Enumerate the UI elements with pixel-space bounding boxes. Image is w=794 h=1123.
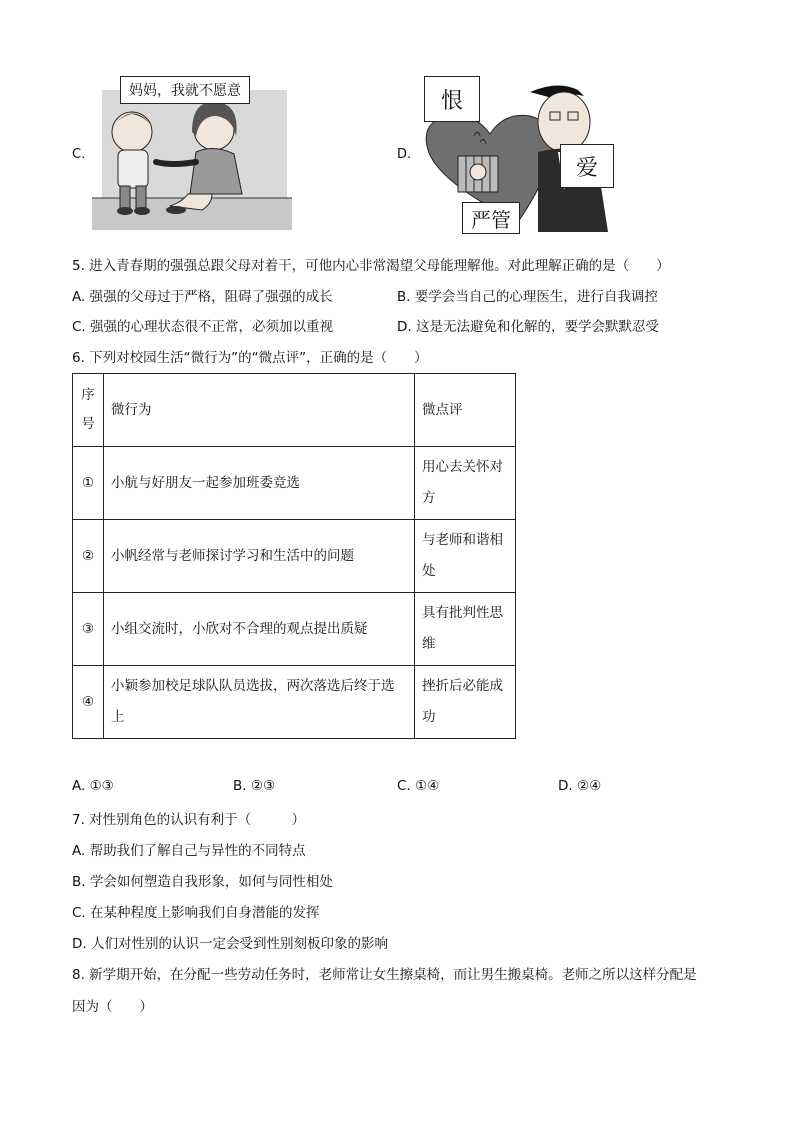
header-number: 序号: [73, 374, 104, 447]
table-row: [73, 520, 516, 593]
table-row: [73, 447, 516, 520]
question-5-option-b: B. 要学会当自己的心理医生，进行自我调控: [397, 289, 658, 305]
row-comment: 挫折后必能成功: [415, 666, 516, 739]
question-6-choice-d: D. ②④: [558, 778, 602, 794]
word-box-strict: 严管: [462, 202, 520, 234]
question-6-choice-c: C. ①④: [397, 778, 440, 794]
option-c-label: C.: [72, 147, 86, 162]
row-comment: 用心去关怀对方: [415, 447, 516, 520]
speech-bubble: 妈妈，我就不愿意: [120, 76, 250, 104]
row-behavior: 小航与好朋友一起参加班委竞选: [104, 447, 415, 520]
question-8-stem-line2: 因为（ ）: [72, 999, 153, 1015]
row-number: ④: [73, 666, 104, 739]
header-behavior: 微行为: [104, 374, 415, 447]
row-comment: 与老师和谐相处: [415, 520, 516, 593]
question-5-option-c: C. 强强的心理状态很不正常，必须加以重视: [72, 319, 334, 335]
question-6-table: [72, 373, 516, 739]
cartoon-father-heart: [418, 72, 618, 234]
header-comment: 微点评: [415, 374, 516, 447]
row-comment: 具有批判性思维: [415, 593, 516, 666]
row-behavior: 小组交流时，小欣对不合理的观点提出质疑: [104, 593, 415, 666]
table-row: [73, 593, 516, 666]
row-behavior: 小颖参加校足球队队员选拔，两次落选后终于选上: [104, 666, 415, 739]
table-header-row: [73, 374, 516, 447]
question-7-option-b: B. 学会如何塑造自我形象，如何与同性相处: [72, 874, 333, 890]
row-number: ③: [73, 593, 104, 666]
option-d-label: D.: [397, 147, 412, 162]
question-6-choice-a: A. ①③: [72, 778, 114, 794]
word-box-hate: 恨: [424, 76, 480, 122]
question-5-stem: 5. 进入青春期的强强总跟父母对着干，可他内心非常渴望父母能理解他。对此理解正确的是（ ）: [72, 258, 670, 274]
row-behavior: 小帆经常与老师探讨学习和生活中的问题: [104, 520, 415, 593]
question-5-option-a: A. 强强的父母过于严格，阻碍了强强的成长: [72, 289, 333, 305]
question-5-option-d: D. 这是无法避免和化解的，要学会默默忍受: [397, 319, 659, 335]
question-7-option-c: C. 在某种程度上影响我们自身潜能的发挥: [72, 905, 320, 921]
row-number: ①: [73, 447, 104, 520]
question-6-choice-b: B. ②③: [233, 778, 276, 794]
word-box-love: 爱: [560, 144, 614, 188]
question-6-stem: 6. 下列对校园生活“微行为”的“微点评”，正确的是（ ）: [72, 350, 428, 366]
question-8-stem-line1: 8. 新学期开始，在分配一些劳动任务时，老师常让女生擦桌椅，而让男生搬桌椅。老师之所以这样分配是: [72, 967, 697, 983]
table-row: [73, 666, 516, 739]
question-7-option-d: D. 人们对性别的认识一定会受到性别刻板印象的影响: [72, 936, 388, 952]
cartoon-mother-child: [92, 70, 292, 230]
question-7-option-a: A. 帮助我们了解自己与异性的不同特点: [72, 843, 306, 859]
question-7-stem: 7. 对性别角色的认识有利于（ ）: [72, 812, 306, 828]
row-number: ②: [73, 520, 104, 593]
